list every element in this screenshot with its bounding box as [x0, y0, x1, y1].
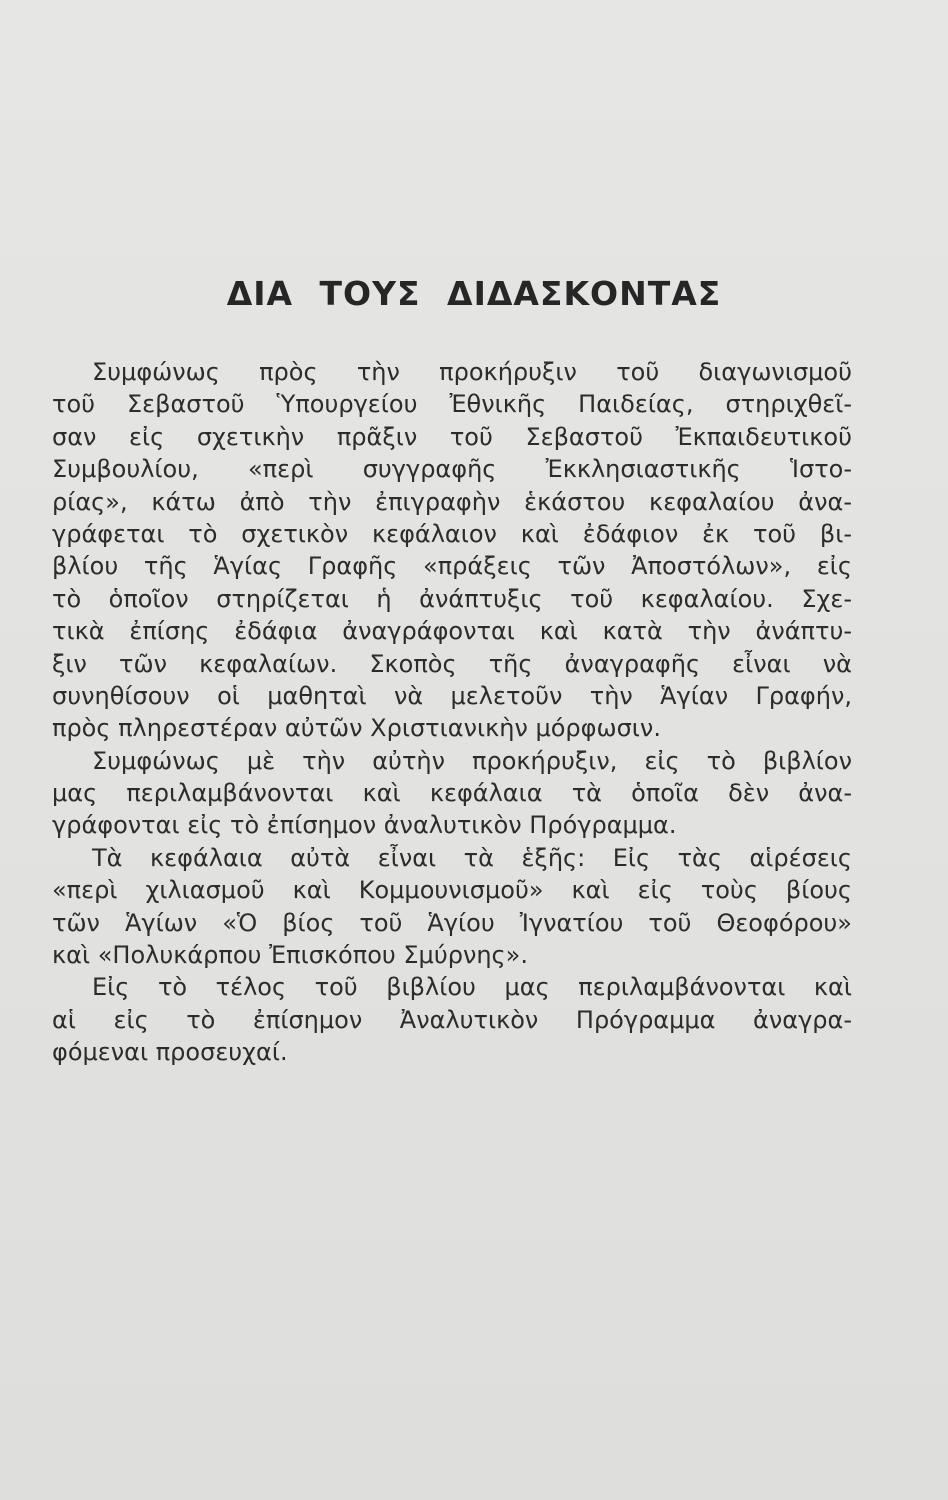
text-line: Τὰ κεφάλαια αὐτὰ εἶναι τὰ ἑξῆς: Εἰς τὰς αἱρέσεις	[92, 843, 852, 872]
text-line: Συμφώνως πρὸς τὴν προκήρυξιν τοῦ διαγωνισμοῦ	[92, 358, 852, 386]
text-line: ρίας», κάτω ἀπὸ τὴν ἐπιγραφὴν ἑκάστου κεφαλαίου ἀνα-	[52, 487, 852, 516]
text-line: «περὶ χιλιασμοῦ καὶ Κομμουνισμοῦ» καὶ εἰς τοὺς βίους	[52, 876, 852, 905]
text-line: καὶ «Πολυκάρπου Ἐπισκόπου Σμύρνης».	[52, 941, 528, 970]
text-line: γράφεται τὸ σχετικὸν κεφάλαιον καὶ ἐδάφιον ἐκ τοῦ βι-	[52, 519, 852, 548]
text-line: τικὰ ἐπίσης ἐδάφια ἀναγράφονται καὶ κατὰ τὴν ἀνάπτυ-	[52, 617, 852, 646]
text-line: Εἰς τὸ τέλος τοῦ βιβλίου μας περιλαμβάνονται καὶ	[92, 973, 852, 1002]
text-line: Συμφώνως μὲ τὴν αὐτὴν προκήρυξιν, εἰς τὸ βιβλίον	[92, 746, 852, 775]
text-line: τοῦ Σεβαστοῦ Ὑπουργείου Ἐθνικῆς Παιδείας, στηριχθεῖ-	[52, 390, 852, 419]
page-heading: ΔΙΑ ΤΟΥΣ ΔΙΔΑΣΚΟΝΤΑΣ	[226, 274, 722, 313]
body-text	[52, 356, 852, 1069]
text-line: τὸ ὁποῖον στηρίζεται ἡ ἀνάπτυξις τοῦ κεφαλαίου. Σχε-	[52, 584, 852, 613]
text-line: φόμεναι προσευχαί.	[52, 1038, 288, 1067]
text-line: βλίου τῆς Ἁγίας Γραφῆς «πράξεις τῶν Ἀποστόλων», εἰς	[52, 552, 852, 581]
text-line: γράφονται εἰς τὸ ἐπίσημον ἀναλυτικὸν Πρόγραμμα.	[52, 811, 677, 840]
text-line: Συμβουλίου, «περὶ συγγραφῆς Ἐκκλησιαστικῆς Ἱστο-	[52, 455, 852, 484]
text-line: πρὸς πληρεστέραν αὐτῶν Χριστιανικὴν μόρφωσιν.	[52, 714, 661, 743]
text-line: σαν εἰς σχετικὴν πρᾶξιν τοῦ Σεβαστοῦ Ἐκπαιδευτικοῦ	[52, 422, 852, 451]
text-line: ξιν τῶν κεφαλαίων. Σκοπὸς τῆς ἀναγραφῆς εἶναι νὰ	[52, 649, 852, 678]
text-line: συνηθίσουν οἱ μαθηταὶ νὰ μελετοῦν τὴν Ἁγίαν Γραφήν,	[52, 681, 852, 710]
text-line: αἱ εἰς τὸ ἐπίσημον Ἀναλυτικὸν Πρόγραμμα ἀναγρα-	[52, 1005, 852, 1034]
text-line: μας περιλαμβάνονται καὶ κεφάλαια τὰ ὁποῖα δὲν ἀνα-	[52, 779, 852, 808]
text-line: τῶν Ἁγίων «Ὁ βίος τοῦ Ἁγίου Ἰγνατίου τοῦ Θεοφόρου»	[52, 908, 852, 937]
